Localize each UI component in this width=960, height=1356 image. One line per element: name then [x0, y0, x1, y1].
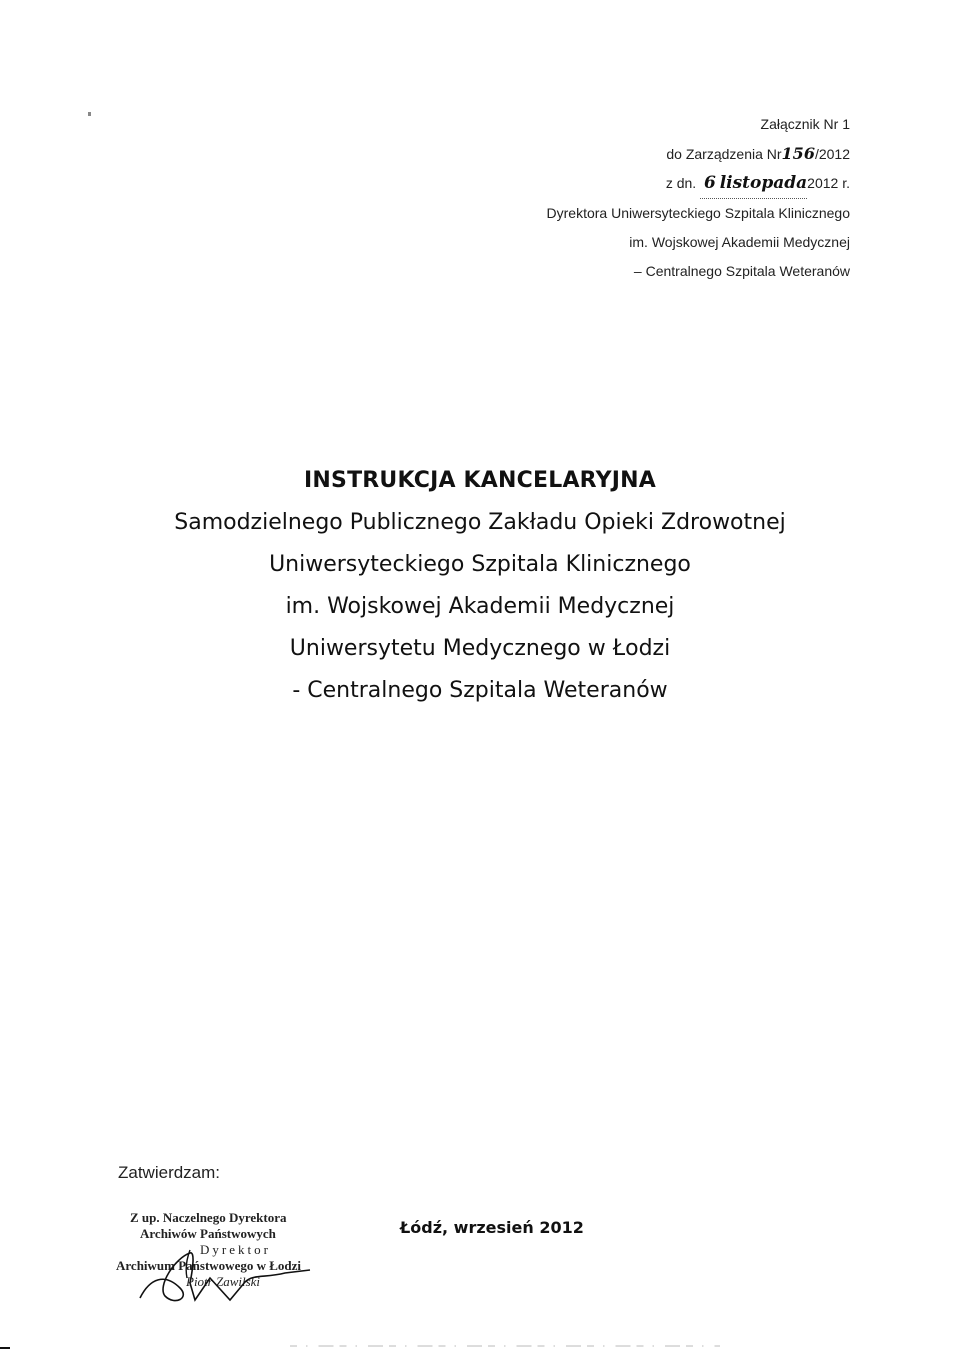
document-title-block: [0, 460, 960, 712]
stamp-line-1: Z up. Naczelnego Dyrektora: [130, 1210, 287, 1225]
annex-date-prefix: z dn.: [665, 175, 697, 191]
scan-bottom-dashes: [0, 1345, 960, 1347]
annex-issuer-academy: im. Wojskowej Akademii Medycznej: [629, 234, 850, 250]
annex-title: Załącznik Nr 1: [760, 116, 850, 132]
annex-ordinance-prefix: do Zarządzenia Nr: [666, 146, 782, 162]
annex-issuer: Dyrektora Uniwersyteckiego Szpitala Klinicznego: [546, 205, 850, 221]
stamp-line-5: Piotr Zawilski: [186, 1274, 261, 1289]
stamp-line-3: Dyrektor: [200, 1242, 271, 1257]
title-line-2: Samodzielnego Publicznego Zakładu Opieki Zdrowotnej: [174, 510, 786, 535]
title-line-4: im. Wojskowej Akademii Medycznej: [285, 594, 675, 619]
document-title: INSTRUKCJA KANCELARYJNA: [304, 468, 656, 493]
handwritten-month: listopada: [719, 173, 808, 193]
approval-label: Zatwierdzam:: [118, 1163, 221, 1182]
stamp-line-2: Archiwów Państwowych: [140, 1226, 276, 1241]
handwritten-number: 156: [781, 144, 815, 163]
annex-date: [547, 169, 850, 199]
annex-issuer-hospital: – Centralnego Szpitala Weteranów: [633, 263, 850, 279]
signature-scribble: [135, 1238, 315, 1308]
annex-header: [547, 110, 850, 286]
place-and-date: Łódź, wrzesień 2012: [400, 1218, 584, 1237]
handwritten-day: 6: [703, 173, 716, 193]
title-line-6: - Centralnego Szpitala Weteranów: [292, 678, 668, 703]
title-line-3: Uniwersyteckiego Szpitala Klinicznego: [269, 552, 691, 577]
annex-ordinance: [547, 139, 850, 169]
stamp-line-4: Archiwum Państwowego w Łodzi: [116, 1258, 302, 1273]
annex-ordinance-suffix: /2012: [814, 146, 850, 162]
scan-mark: [88, 112, 91, 116]
annex-date-dots: [700, 169, 807, 199]
annex-date-suffix: 2012 r.: [807, 175, 850, 191]
title-line-5: Uniwersytetu Medycznego w Łodzi: [289, 636, 671, 661]
scan-corner-mark: [0, 1347, 10, 1349]
